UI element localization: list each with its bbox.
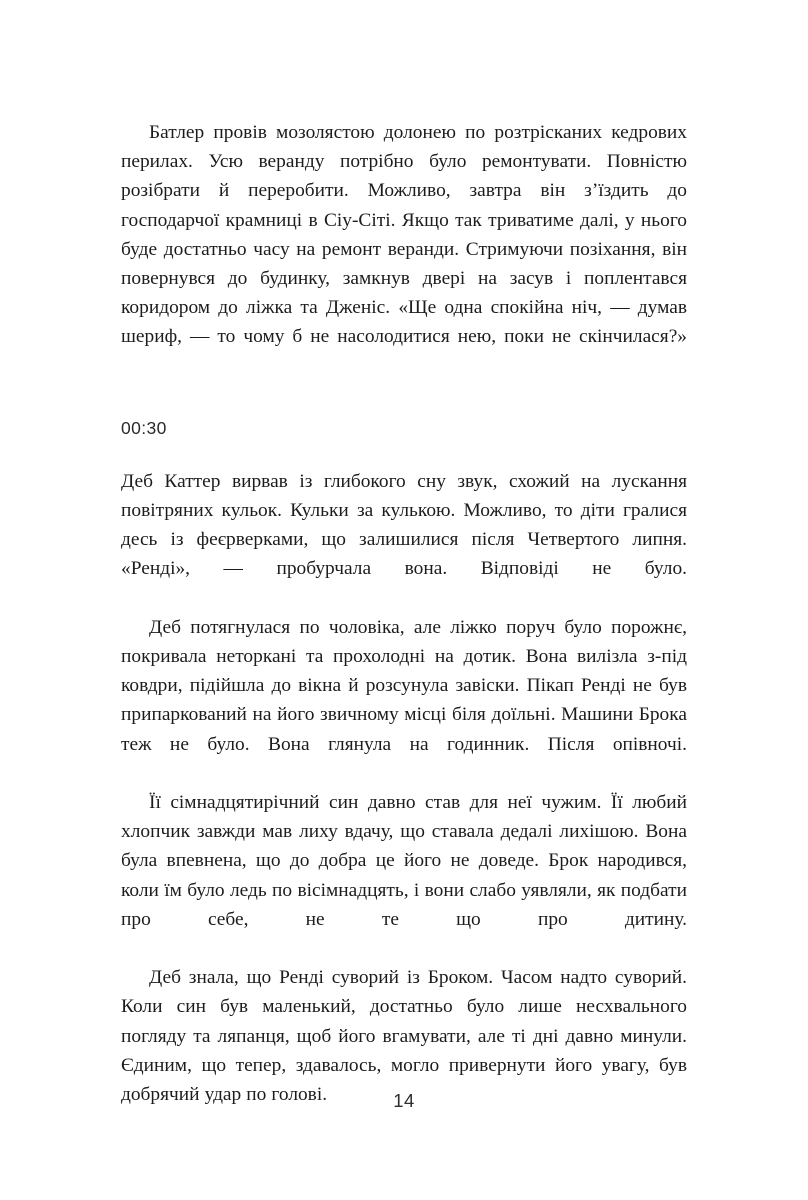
paragraph-1: Батлер провів мозолястою долонею по розтрісканих кедрових перилах. Усю веранду потрібно було ремонтувати. Повністю розібрати й переробити. Можливо, завтра він з’їздить до господарчої крамниці в Сіу-Сіті. Якщо так триватиме далі, у нього буде достатньо часу на ремонт веранди. Стримуючи позіхання, він повернувся до будинку, замкнув двері на засув і поплентався коридором до ліжка та Дженіс. «Ще одна спокійна ніч, — думав шериф, — то чому б не насолодитися нею, поки не скінчилася?» [121, 122, 687, 348]
page-text-block [121, 118, 687, 1109]
spacer-after-heading [121, 438, 687, 467]
paragraph-4: Її сімнадцятирічний син давно став для неї чужим. Її любий хлопчик завжди мав лиху вдачу, що ставала дедалі лихішою. Вона була впевнена, що до добра це його не доведе. Брок народився, коли їм було ледь по вісімнадцять, і вони слабо уявляли, як подбати про себе, не те що про дитину. [121, 792, 687, 930]
paragraph-5: Деб знала, що Ренді суворий із Броком. Часом надто суворий. Коли син був маленький, достатньо було лише несхвального погляду та ляпанця, щоб його вгамувати, але ті дні давно минули. Єдиним, що тепер, здавалось, могло привернути його увагу, був добрячий удар по голові. [121, 967, 687, 1106]
spacer-before-heading [121, 381, 687, 418]
paragraph-3: Деб потягнулася по чоловіка, але ліжко поруч було порожнє, покривала неторкані та прохолодні на дотик. Вона вилізла з-під ковдри, підійшла до вікна й розсунула завіски. Пікап Ренді не був припаркований на його звичному місці біля доїльні. Машини Брока теж не було. Вона глянула на годинник. Після опівночі. [121, 616, 687, 755]
section-time-heading: 00:30 [121, 417, 167, 438]
page-number: 14 [393, 1090, 415, 1111]
paragraph-2: Деб Каттер вирвав із глибокого сну звук, схожий на лускання повітряних кульок. Кульки за кулькою. Можливо, то діти гралися десь із феєрверками, що залишилися після Четвертого липня. «Ренді», — пробурчала вона. Відповіді не було. [121, 470, 687, 580]
